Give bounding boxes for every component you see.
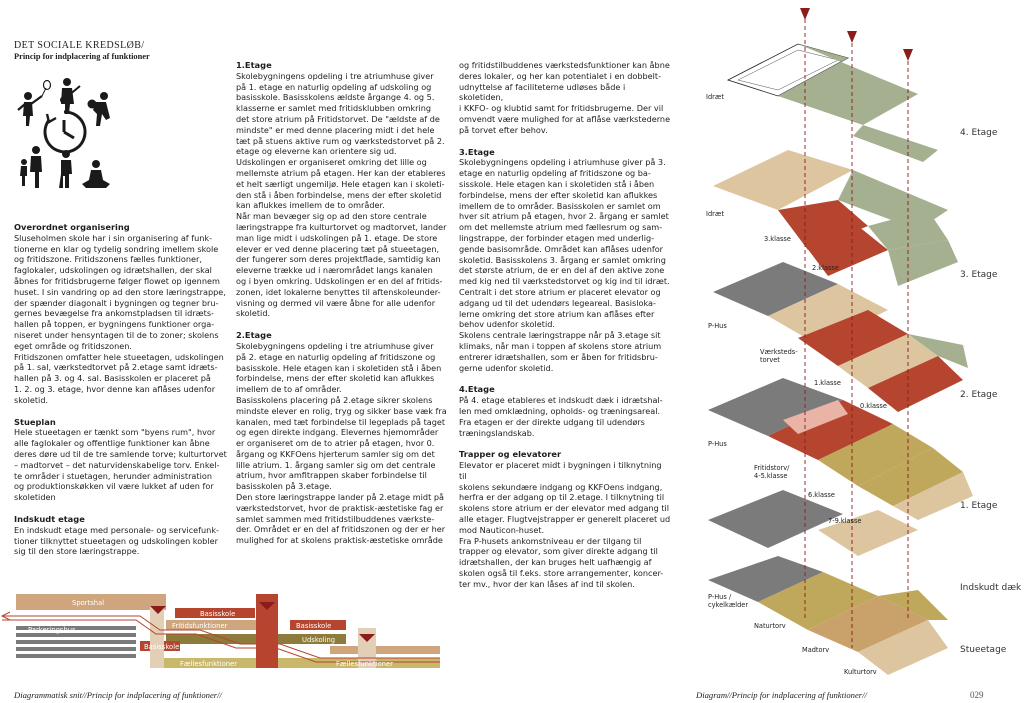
label-faellesfunktioner-right: Fællesfunktioner [336,660,394,668]
atrium-marker-1 [800,8,810,20]
social-cycle-icon-cluster [14,74,114,190]
floor-label-deck: Indskudt dæk [960,583,1022,593]
section-heading: 1.Etage [236,60,272,70]
meditating-figure-icon [82,160,110,188]
badminton-player-icon [18,81,51,127]
text-column-floors-1-2 [236,60,448,546]
room-label-kulturtorv: Kulturtorv [844,668,877,676]
floor-2-plate [713,262,968,412]
label-parkeringshus: Parkeringshus [28,626,76,634]
room-label-idraet-4: Idræt [706,93,724,101]
text-column-organisation [14,222,227,557]
room-label-fritidstorv: Fritidstorv/ 4-5.klasse [754,464,790,480]
page-subtitle: Princip for indplacering af funktioner [14,52,150,61]
section-body: Elevator er placeret midt i bygningen i tilknytning til skolens sekundære indgang og KKFOens indgang, herfra er der adgang op til 2.etage. I tilknytning til skolens store atrium er der elevator med adgang til alle etager. Flugtvejstrapper er generelt placeret ud mod Nauticon-huset. Fra P-husets ankomstniveau er der tilgang til trapper og elevator, som giver direkte adgang til idrætshallen, der kan bruges helt uafhængig af skolen også til f.eks. store arrangementer, koncer- ter mv., hvor der kan låses af ind til skolen. [459,460,671,589]
floor-label-1: 1. Etage [960,501,998,511]
section-body: Sluseholmen skole har i sin organisering af funk- tionerne en klar og tydelig sondring imellem skole og fritidszone. Fritidszonens fælles funktioner, faglokaler, udskolingen og idrætshallen, der skal åbnes for fritidsbrugerne følger flowet op igennem huset. I sin vandring op ad den store læringstrappe, der spænder diagonalt i bygningen og tegner bru- gernes bevægelse fra ankomstpladsen til idræts- hallen på toppen, er bygningens funktioner orga- niseret under hensyntagen til de to zoner; skolens eget område og fritidszonen. Fritidszonen omfatter hele stueetagen, udskolingen på 1. sal, værkstedtorvet på 2.etage samt idræts- hallen på 3. og 4. sal. Basisskolen er placeret på 1. 2. og 3. etage, hvor denne kan aflåses udenfor skoletid. [14,232,226,405]
standing-figure-icon [59,150,72,188]
label-fritidsfunktioner: Fritidsfunktioner [172,622,228,630]
floor-1-plate [708,378,973,520]
floor-label-2: 2. Etage [960,390,998,400]
label-udskoling: Udskoling [302,636,336,644]
room-label-phus-2: P-Hus [708,322,727,330]
section-body: Skolebygningens opdeling i atriumhuse giver på 3. etage en naturlig opdeling af fritidszone og ba- sisskole. Hele etagen kan i skoletiden stå i åben forbindelse, mens der efter skoletid kan aflukkes imellem de to områder. Basisskolen er samlet om hver sit atrium på etagen, hvor 2. årgang er samlet om det mellemste atrium med fællesrum og sam- lingstrappe, der forbinder etagen med underlig- gende basisområde. Området kan aflåses udenfor skoletid. Basisskolens 3. årgang er samlet omkring det største atrium, de er en del af den aktive zone med kig ned til værkstedstorvet og kig ind til idræt. Centralt i det store atrium er placeret elevator og adgang ud til det udendørs legeareal. Basisloka- lerne omkring det store atrium kan aflåses efter behov udenfor skoletid. Skolens centrale læringstrappe når på 3.etage sit klimaks, når man i toppen af skolens store atrium entrerer idrætshallen, som er åben for fritidsbru- gerne udenfor skoletid. [459,157,670,373]
clock-cycle-icon [45,112,85,152]
lower-band-block [330,646,440,654]
section-heading: Stueplan [14,416,56,427]
room-label-6-klasse: 6.klasse [808,491,835,499]
floor-label-4: 4. Etage [960,128,998,138]
room-label-3-klasse: 3.klasse [764,235,791,243]
section-heading: 3.Etage [459,146,495,157]
section-heading: 4.Etage [459,384,495,395]
atrium-1-column [150,606,164,668]
section-body: På 4. etage etableres et indskudt dæk i idrætshal- len med omklædning, opholds- og træningsareal. Fra etagen er der direkte udgang til udendørs træningslandskab. [459,395,663,438]
room-label-0-klasse: 0.klasse [860,402,887,410]
label-basisskole-left: Basisskole [144,643,180,651]
adult-child-icon [20,146,42,188]
axonometric-diagram [688,0,1024,688]
room-label-1-klasse: 1.klasse [814,379,841,387]
axonometric-caption: Diagram//Princip for indplacering af funktioner// [696,690,867,700]
section-body: og fritidstilbuddenes værkstedsfunktioner kan åbne deres lokaler, og her kan potentialet i en dobbelt- udnyttelse af faciliteterne udløses både i skoletiden, i KKFO- og klubtid samt for fritidsbrugerne. Der vil omvendt være mulighed for at aflåse værkstederne på torvet efter behov. [459,60,671,135]
room-label-phus-cykel: P-Hus / cykelkælder [708,593,749,609]
section-heading: Overordnet organisering [14,222,130,232]
text-column-floors-3-4 [459,60,671,590]
section-heading: Indskudt etage [14,513,85,524]
atrium-marker-3 [903,49,913,61]
guitar-player-icon [60,78,80,114]
floor-4-plate [728,44,938,162]
room-label-7-9-klasse: 7-9.klasse [828,517,862,525]
ball-player-icon [88,92,111,126]
section-body: Hele stueetagen er tænkt som "byens rum", hvor alle faglokaler og offentlige funktioner kan åbne deres døre ud til de tre samlende torve; kulturtorvet – madtorvet – det naturvidenskabelige torv. Enkel- te områder i stuetagen, herunder administration og produktionskøkken vil være lukket af uden for skoletiden [14,427,227,503]
page-number: 029 [970,690,984,700]
room-label-naturtorv: Naturtorv [754,622,786,630]
page-title: DET SOCIALE KREDSLØB/ [14,40,145,51]
sportshal-block [16,594,126,610]
room-label-madtorv: Madtorv [802,646,830,654]
room-label-2-klasse: 2.klasse [812,264,839,272]
floor-label-3: 3. Etage [960,270,998,280]
section-body: En indskudt etage med personale- og servicefunk- tioner tilknyttet stueetagen og udskolingen kobler sig til den store læringstrappe. [14,524,219,557]
room-label-phus-1: P-Hus [708,440,727,448]
label-basisskole-mid: Basisskole [296,622,332,630]
floor-label-ground: Stueetage [960,645,1007,655]
section-body: Skolebygningens opdeling i tre atriumhuse giver på 1. etage en naturlig opdeling af udskoling og basisskole. Basisskolens ældste årgange 4. og 5. klasserne er samlet med fritidsklubben omkring det store atrium på Fritidstorvet. De "ældste af de mindste" er med denne placering midt i det hele tæt på stuens aktive rum og værkstedstorvet på 2. etage og eleverne kan orientere sig ud. Udskolingen er organiseret omkring det lille og mellemste atrium på etagen. Her kan der etableres et helt særligt ungemiljø. Hele etagen kan i skoleti- den stå i åben forbindelse, mens der efter skoletid kan aflukkes imellem de to områder. Når man bevæger sig op ad den store centrale læringstrappe fra kulturtorvet og madtorvet, lander man lige midt i udskolingen på 1. etage. De store elever er ved denne placering tæt på stueetagen, der fungerer som deres projektflade, samtidig kan eleverne trække ud i nærområdet langs kanalen og i byen omkring. Udskolingen er en del af fritids- zonen, idet lokalerne benyttes til aftenskoleunder- visning og dermed vil være åbne for alle udenfor skoletid. [236,70,447,319]
section-diagram [0,586,456,686]
label-faellesfunktioner-left: Fællesfunktioner [180,660,238,668]
room-label-idraet-3: Idræt [706,210,724,218]
label-sportshal: Sportshal [72,599,105,607]
section-diagram-caption: Diagrammatisk snit//Princip for indplacering af funktioner// [14,690,222,700]
section-heading: Trapper og elevatorer [459,449,562,460]
room-label-vaerkstedstorvet: Værksteds- torvet [760,348,798,364]
ground-floor-plate [708,556,948,675]
label-basisskole-top: Basisskole [200,610,236,618]
atrium-marker-2 [847,31,857,43]
section-heading: 2.Etage [236,330,272,341]
section-body: Skolebygningens opdeling i tre atriumhuse giver på 2. etage en naturlig opdeling af fritidszone og basisskole. Hele etagen kan i skoletiden stå i åben forbindelse, mens der efter skoletid kan aflukkes imellem de to af områder. Basisskolens placering på 2.etage sikrer skolens mindste elever en rolig, tryg og sikker base væk fra kanalen, med tæt forbindelse til legeplads på taget og egen direkte indgang. Elevernes hjemområder er organiseret om de to atrier på etagen, hvor 0. årgang og KKFOens hjerterum samler sig om det lille atrium. 1. årgang samler sig om det centrale atrium, hvor amfitrappen skaber forbindelse til basisskolen på 3.etage. Den store læringstrappe lander på 2.etage midt på værkstedstorvet, hvor de praktisk-æstetiske fag er samlet sammen med fritidstilbuddenes værkste- der. Området er en del af fritidszonen og der er her mulighed for at skolens praktisk-æstetiske område [236,340,447,546]
